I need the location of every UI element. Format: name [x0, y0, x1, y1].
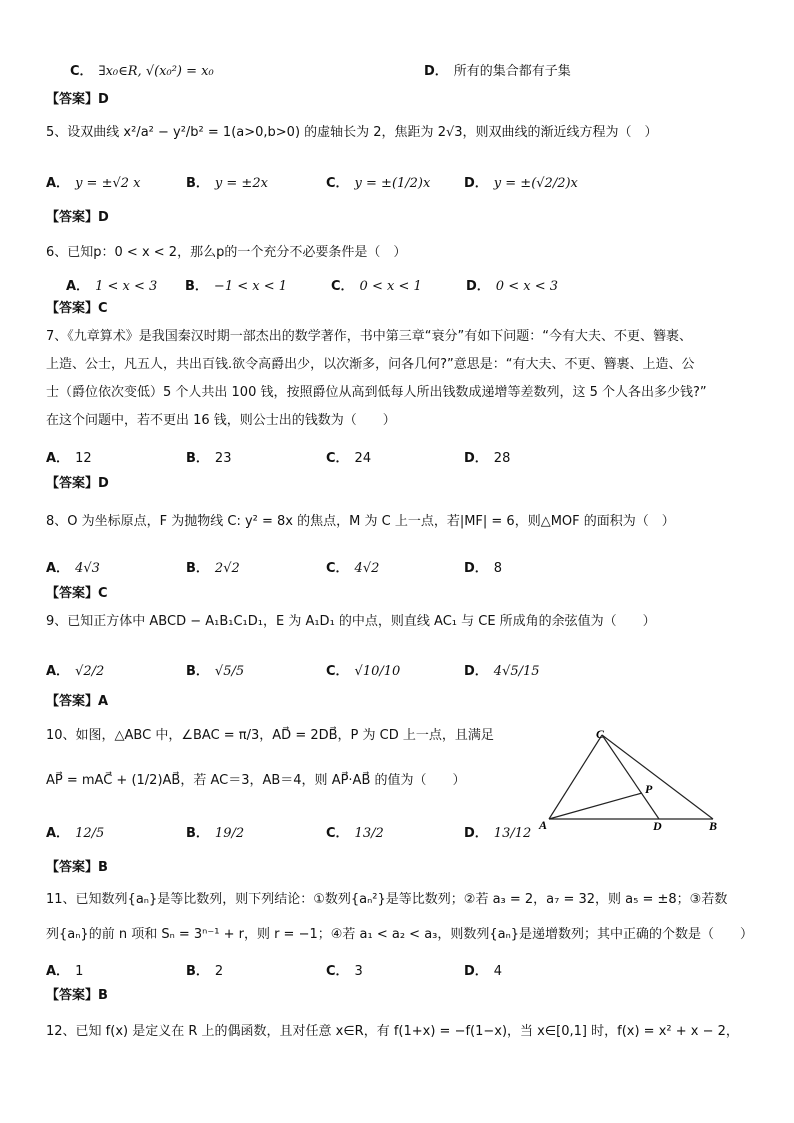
q7-line-2: 上造、公士，凡五人，共出百钱.欲令高爵出少，以次渐多，问各几何?”意思是：“有大夫、不更、簪裹、上造、公: [46, 357, 695, 372]
segment-cd: [602, 735, 659, 819]
q10-option-b: B． 19/2: [186, 826, 245, 841]
q7-option-c: C． 24: [326, 451, 372, 466]
q9-answer: 【答案】A: [46, 694, 109, 709]
q4-answer: 【答案】D: [46, 92, 109, 107]
q5-option-a: A． y = ±√2 x: [46, 176, 141, 191]
q7-option-b: B． 23: [186, 451, 232, 466]
q8-option-c: C． 4√2: [326, 561, 380, 576]
q10-line-1: 10、如图，△ABC 中，∠BAC = π/3，AD⃗ = 2DB⃗，P 为 CD 上一点，且满足: [46, 728, 494, 743]
q8-question: 8、O 为坐标原点，F 为抛物线 C: y² = 8x 的焦点，M 为 C 上一点，若|MF| = 6，则△MOF 的面积为（ ）: [46, 514, 675, 529]
q11-answer: 【答案】B: [46, 988, 108, 1003]
q8-answer: 【答案】C: [46, 586, 108, 601]
q7-line-1: 7、《九章算术》是我国秦汉时期一部杰出的数学著作，书中第三章“衰分”有如下问题：“今有大夫、不更、簪裹、: [46, 329, 692, 344]
q6-option-b: B． −1 < x < 1: [185, 279, 288, 294]
q11-option-c: C． 3: [326, 964, 363, 979]
q6-question: 6、已知p：0 < x < 2，那么p的一个充分不必要条件是（ ）: [46, 245, 407, 260]
label-c: C: [596, 727, 605, 741]
q7-option-d: D． 28: [464, 451, 511, 466]
q8-option-b: B． 2√2: [186, 561, 240, 576]
q12-question: 12、已知 f(x) 是定义在 R 上的偶函数，且对任意 x∈R，有 f(1+x) = −f(1−x)，当 x∈[0,1] 时，f(x) = x² + x − 2，: [46, 1024, 739, 1039]
label-b: B: [709, 819, 718, 832]
q10-option-d: D． 13/12: [464, 826, 532, 841]
q10-answer: 【答案】B: [46, 860, 108, 875]
q10-option-c: C． 13/2: [326, 826, 384, 841]
label-p: P: [645, 782, 653, 796]
q5-answer: 【答案】D: [46, 210, 109, 225]
q11-line-1: 11、已知数列{aₙ}是等比数列，则下列结论：①数列{aₙ²}是等比数列；②若 a₃ = 2，a₇ = 32，则 a₅ = ±8；③若数: [46, 892, 728, 907]
q11-option-a: A． 1: [46, 964, 84, 979]
q5-option-c: C． y = ±(1/2)x: [326, 176, 431, 191]
q7-line-4: 在这个问题中，若不更出 16 钱，则公士出的钱数为（ ）: [46, 413, 396, 428]
q10-line-2: AP⃗ = mAC⃗ + (1/2)AB⃗，若 AC＝3，AB＝4，则 AP⃗·AB⃗ 的值为（ ）: [46, 773, 466, 788]
triangle-figure: [537, 727, 727, 832]
q6-option-a: A． 1 < x < 3: [66, 279, 158, 294]
q9-option-c: C． √10/10: [326, 664, 401, 679]
q5-question: 5、设双曲线 x²/a² − y²/b² = 1(a>0,b>0) 的虚轴长为 2，焦距为 2√3，则双曲线的渐近线方程为（ ）: [46, 125, 658, 140]
q5-option-b: B． y = ±2x: [186, 176, 268, 191]
q4-option-d: D． 所有的集合都有子集: [424, 64, 571, 79]
q9-question: 9、已知正方体中 ABCD − A₁B₁C₁D₁，E 为 A₁D₁ 的中点，则直线 AC₁ 与 CE 所成角的余弦值为（ ）: [46, 614, 656, 629]
side-cb: [602, 735, 713, 819]
q9-option-a: A． √2/2: [46, 664, 105, 679]
q9-option-b: B． √5/5: [186, 664, 245, 679]
label-a: A: [539, 818, 548, 832]
q11-option-b: B． 2: [186, 964, 224, 979]
label-d: D: [653, 819, 662, 832]
q4-option-c: C． ∃x₀∈R, √(x₀²) = x₀: [70, 64, 214, 79]
q5-option-d: D． y = ±(√2/2)x: [464, 176, 578, 191]
q9-option-d: D． 4√5/15: [464, 664, 540, 679]
q6-option-d: D． 0 < x < 3: [466, 279, 558, 294]
q8-option-d: D． 8: [464, 561, 503, 576]
q7-line-3: 士（爵位依次变低）5 个人共出 100 钱，按照爵位从高到低每人所出钱数成递增等差数列，这 5 个人各出多少钱?”: [46, 385, 707, 400]
q11-line-2: 列{aₙ}的前 n 项和 Sₙ = 3ⁿ⁻¹ + r，则 r = −1；④若 a₁ < a₂ < a₃，则数列{aₙ}是递增数列；其中正确的个数是（ ）: [46, 927, 754, 942]
q8-option-a: A． 4√3: [46, 561, 100, 576]
q6-option-c: C． 0 < x < 1: [331, 279, 422, 294]
q6-answer: 【答案】C: [46, 301, 108, 316]
q10-option-a: A． 12/5: [46, 826, 105, 841]
q7-option-a: A． 12: [46, 451, 92, 466]
q7-answer: 【答案】D: [46, 476, 109, 491]
q11-option-d: D． 4: [464, 964, 503, 979]
